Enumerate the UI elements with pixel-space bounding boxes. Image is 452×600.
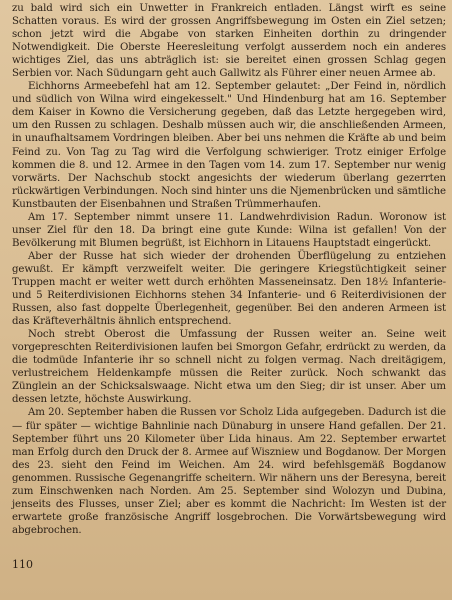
paragraph-3: Am 17. September nimmt unsere 11. Landwehrdivision Radun. Woronow ist unser Ziel für den 18. Da bringt eine gute Kunde: Wilna ist gefallen! Von der Bevölkerung mit Blumen begrüßt, ist Eichhorn in Litauens Hauptstadt eingerückt. <box>12 211 446 249</box>
paragraph-5: Noch strebt Oberost die Umfassung der Russen weiter an. Seine weit vorgepreschten Reiterdivisionen laufen bei Smorgon Gefahr, erdrückt zu werden, da die todmüde Infanterie ihr so schnell nicht zu folgen vermag. Nach dreitägigem, verlustreichem Heldenkampfe müssen die Reiter zurück. Noch schwankt das Zünglein an der Schicksalswaage. Nicht etwa um den Sieg; dir ist unser. Aber um dessen letzte, höchste Auswirkung. <box>12 329 446 406</box>
paragraph-1: zu bald wird sich ein Unwetter in Frankreich entladen. Längst wirft es seine Schatten voraus. Es wird der grossen Angriffsbewegung im Osten ein Ziel setzen; schon jetzt wird die Abgabe von starken Einheiten dorthin zu dringender Notwendigkeit. Die Oberste Heeresleitung verfolgt ausserdem noch ein anderes wichtiges Ziel, das uns abträglich ist: sie bereitet einen grossen Schlag gegen Serbien vor. Nach Südungarn geht auch Gallwitz als Führer einer neuen Armee ab. <box>12 3 446 80</box>
paragraph-2: Eichhorns Armeebefehl hat am 12. September gelautet: „Der Feind in, nördlich und südlich von Wilna wird eingekesselt." Und Hindenburg hat am 16. September dem Kaiser in Kowno die Versicherung gegeben, daß das Letzte hergegeben wird, um den Russen zu schlagen. Deshalb müssen auch wir, die anschließenden Armeen, in unaufhaltsamem Vordringen bleiben. Aber bei uns nehmen die Kräfte ab und beim Feind zu. Von Tag zu Tag wird die Verfolgung schwieriger. Trotz einiger Erfolge kommen die 8. und 12. Armee in den Tagen vom 14. zum 17. September nur wenig vorwärts. Der Nachschub stockt angesichts der wiederum überlang gezerrten rückwärtigen Verbindungen. Noch sind hinter uns die Njemenbrücken und sämtliche Kunstbauten der Eisenbahnen und Straßen Trümmerhaufen. <box>12 81 446 210</box>
paragraph-6: Am 20. September haben die Russen vor Scholz Lida aufgegeben. Dadurch ist die — für später — wichtige Bahnlinie nach Dünaburg in unsere Hand gefallen. Der 21. September führt uns 20 Kilometer über Lida hinaus. Am 22. September erwartet man Erfolg durch den Druck der 8. Armee auf Wiszniew und Bogdanow. Der Morgen des 23. sieht den Feind im Weichen. Am 24. wird befehlsgemäß Bogdanow genommen. Russische Gegenangriffe scheitern. Wir nähern uns der Beresyna, bereit zum Einschwenken nach Norden. Am 25. September sind Wolozyn und Dubina, jenseits des Flusses, unser Ziel; aber es kommt die Nachricht: Im Westen ist der erwartete große französische Angriff losgebrochen. Die Vorwärtsbewegung wird abgebrochen. <box>12 407 446 536</box>
page-number: 110 <box>12 558 33 571</box>
page-body <box>12 2 446 537</box>
paragraph-4: Aber der Russe hat sich wieder der drohenden Überflügelung zu entziehen gewußt. Er kämpft verzweifelt weiter. Die geringere Kriegstüchtigkeit seiner Truppen macht er weiter wett durch erhöhten Masseneinsatz. Den 18½ Infanterie- und 5 Reiterdivisionen Eichhorns stehen 34 Infanterie- und 6 Reiterdivisionen der Russen, also fast doppelte Überlegenheit, gegenüber. Bei den anderen Armeen ist das Kräfteverhältnis ähnlich entsprechend. <box>12 250 446 328</box>
